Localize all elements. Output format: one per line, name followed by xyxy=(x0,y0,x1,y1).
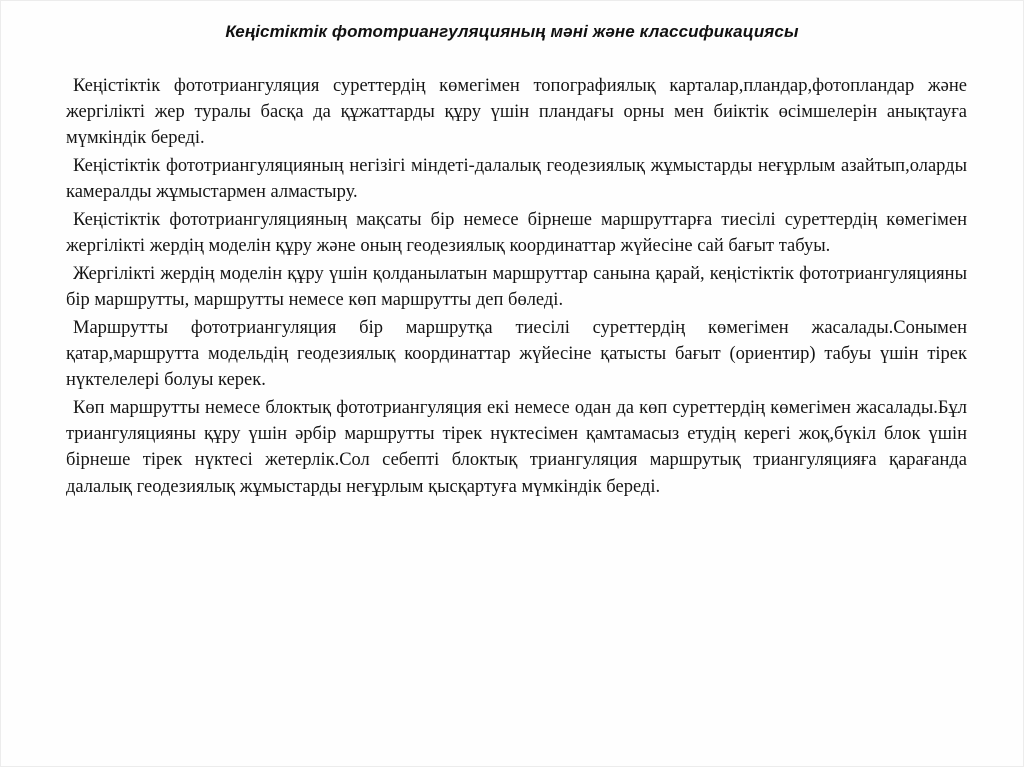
paragraph: Кеңістіктік фототриангуляция суреттердің көмегімен топографиялық карталар,пландар,фотопландар және жергілікті жер туралы басқа да құжаттарды құру үшін пландағы орны мен биіктік өсімшелерін анықтауға мүмкіндік береді. xyxy=(66,76,967,149)
paragraph: Кеңістіктік фототриангуляцияның негізігі міндеті-далалық геодезиялық жұмыстарды неғұрлым азайтып,оларды камералды жұмыстармен алмастыру. xyxy=(66,156,967,203)
paragraph: Кеңістіктік фототриангуляцияның мақсаты бір немесе бірнеше маршруттарға тиесілі суреттердің көмегімен жергілікті жердің моделін құру және оның геодезиялық координаттар жүйесіне сай бағыт табуы. xyxy=(66,210,967,257)
slide-title: Кеңістіктік фототриангуляцияның мәні және классификациясы xyxy=(225,22,799,41)
paragraph: Маршрутты фототриангуляция бір маршрутқа тиесілі суреттердің көмегімен жасалады.Сонымен қатар,маршрутта модельдің геодезиялық координаттар жүйесіне қатысты бағыт (ориентир) табуы үшін тірек нүктелелері болуы керек. xyxy=(66,317,967,391)
paragraph: Көп маршрутты немесе блоктық фототриангуляция екі немесе одан да көп суреттердің көмегімен жасалады.Бұл триангуляцияны құру үшін әрбір маршрутты тірек нүктесімен қамтамасыз етудің керегі жоқ,бүкіл блок үшін бірнеше тірек нүктесі жетерлік.Сол себепті блоктық триангуляция маршрутық триангуляцияға қарағанда далалық геодезиялық жұмыстарды неғұрлым қысқартуға мүмкіндік береді. xyxy=(66,397,967,497)
paragraph: Жергілікті жердің моделін құру үшін қолданылатын маршруттар санына қарай, кеңістіктік фототриангуляцияны бір маршрутты, маршрутты немесе көп маршрутты деп бөледі. xyxy=(66,263,967,311)
slide-body xyxy=(66,73,967,501)
